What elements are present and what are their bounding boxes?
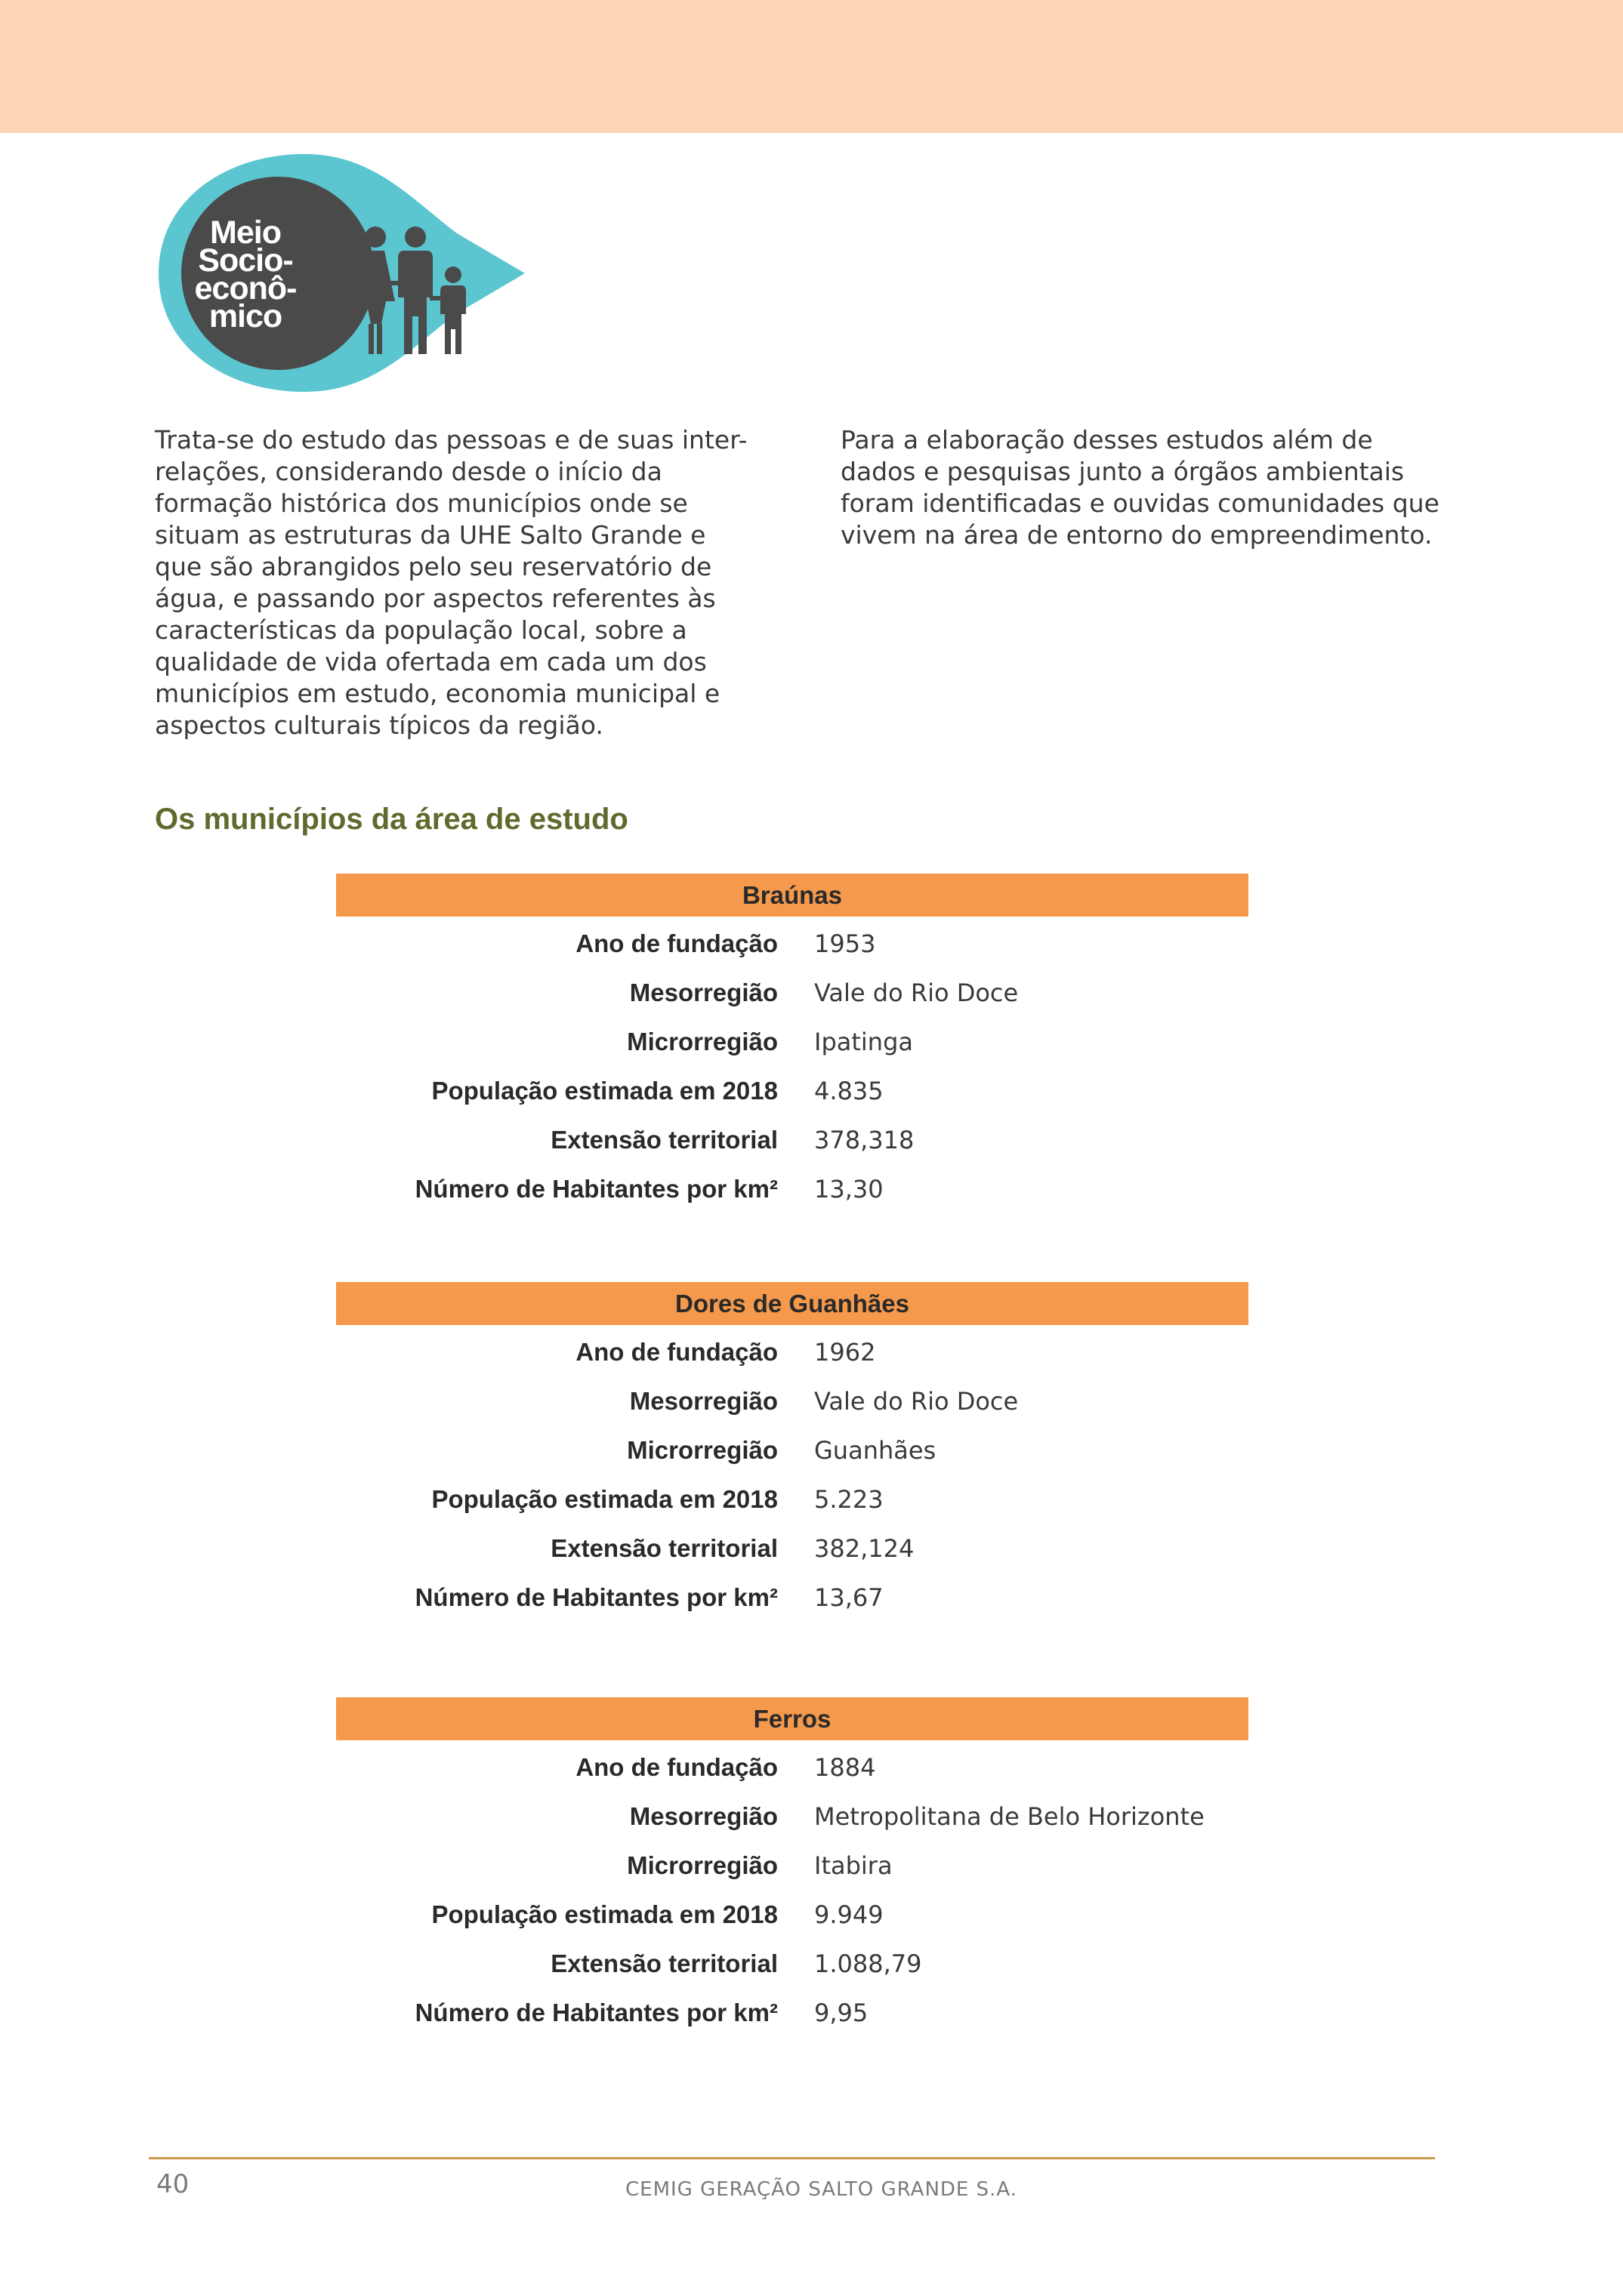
row-value: Vale do Rio Doce [814,978,1019,1007]
info-row-microrregiao [336,1017,1248,1066]
row-value: 9.949 [814,1900,884,1929]
page-number: 40 [156,2169,190,2199]
row-value: Metropolitana de Belo Horizonte [814,1801,1205,1831]
badge-title: Meio Socio- econô- mico [194,214,297,334]
row-label: Número de Habitantes por km² [415,1583,778,1611]
row-label: Mesorregião [629,1801,778,1830]
info-row-densidade [336,1164,1248,1213]
row-label: Número de Habitantes por km² [415,1174,778,1203]
info-row-mesorregiao [336,968,1248,1017]
row-label: Número de Habitantes por km² [415,1998,778,2026]
row-value: 9,95 [814,1998,869,2027]
row-label: Extensão territorial [551,1949,778,1977]
info-row-mesorregiao [336,1792,1248,1841]
municipio-card-braunas [336,874,1248,1213]
intro-paragraph-right: Para a elaboração desses estudos além de dados e pesquisas junto a órgãos ambientais foram identificadas e ouvidas comunidades que vivem na área de entorno do empreendimento. [841,425,1439,550]
row-value: Ipatinga [814,1027,913,1056]
info-row-mesorregiao [336,1376,1248,1425]
row-value: 1962 [814,1337,876,1367]
row-value: 13,30 [814,1174,884,1203]
row-label: Ano de fundação [575,1337,778,1366]
footer-company: CEMIG GERAÇÃO SALTO GRANDE S.A. [625,2178,1017,2201]
info-row-populacao [336,1890,1248,1939]
municipio-header: Ferros [336,1697,1248,1740]
municipio-card-ferros [336,1697,1248,2037]
row-label: Extensão territorial [551,1533,778,1562]
info-row-populacao [336,1475,1248,1524]
row-value: 382,124 [814,1533,915,1563]
row-value: 1884 [814,1752,876,1782]
row-value: 13,67 [814,1583,884,1612]
row-value: 1.088,79 [814,1949,922,1978]
section-title: Os municípios da área de estudo [155,803,628,836]
info-row-extensao [336,1524,1248,1573]
row-label: Ano de fundação [575,929,778,957]
municipio-header: Braúnas [336,874,1248,917]
row-label: Mesorregião [629,978,778,1006]
info-row-fundacao [336,1743,1248,1792]
row-label: Microrregião [627,1027,778,1056]
row-label: Ano de fundação [575,1752,778,1781]
row-label: Microrregião [627,1435,778,1464]
intro-paragraph-left: Trata-se do estudo das pessoas e de suas inter-relações, considerando desde o início da formação histórica dos municípios onde se situam as estruturas da UHE Salto Grande e que são abrangidos pelo seu reservatório de água, e passando por aspectos referentes às características da população local, sobre a qualidade de vida ofertada em cada um dos municípios em estudo, economia municipal e aspectos culturais típicos da região. [155,425,748,740]
row-label: População estimada em 2018 [431,1484,778,1513]
row-value: Guanhães [814,1435,936,1465]
row-label: População estimada em 2018 [431,1900,778,1928]
row-label: Microrregião [627,1851,778,1879]
info-row-extensao [336,1115,1248,1164]
info-row-densidade [336,1988,1248,2037]
row-label: Mesorregião [629,1386,778,1415]
row-label: Extensão territorial [551,1125,778,1154]
municipio-header: Dores de Guanhães [336,1282,1248,1325]
top-band [0,0,1623,133]
row-value: Vale do Rio Doce [814,1386,1019,1416]
footer-divider [149,2157,1435,2159]
info-row-fundacao [336,1327,1248,1376]
row-value: 1953 [814,929,876,958]
info-row-extensao [336,1939,1248,1988]
info-row-microrregiao [336,1841,1248,1890]
municipio-card-dores-de-guanhaes [336,1282,1248,1622]
row-value: Itabira [814,1851,893,1880]
row-label: População estimada em 2018 [431,1076,778,1105]
info-row-populacao [336,1066,1248,1115]
row-value: 5.223 [814,1484,884,1514]
info-row-densidade [336,1573,1248,1622]
info-row-fundacao [336,919,1248,968]
row-value: 4.835 [814,1076,884,1105]
row-value: 378,318 [814,1125,915,1154]
meio-socioeconomico-badge [155,154,529,392]
info-row-microrregiao [336,1425,1248,1475]
